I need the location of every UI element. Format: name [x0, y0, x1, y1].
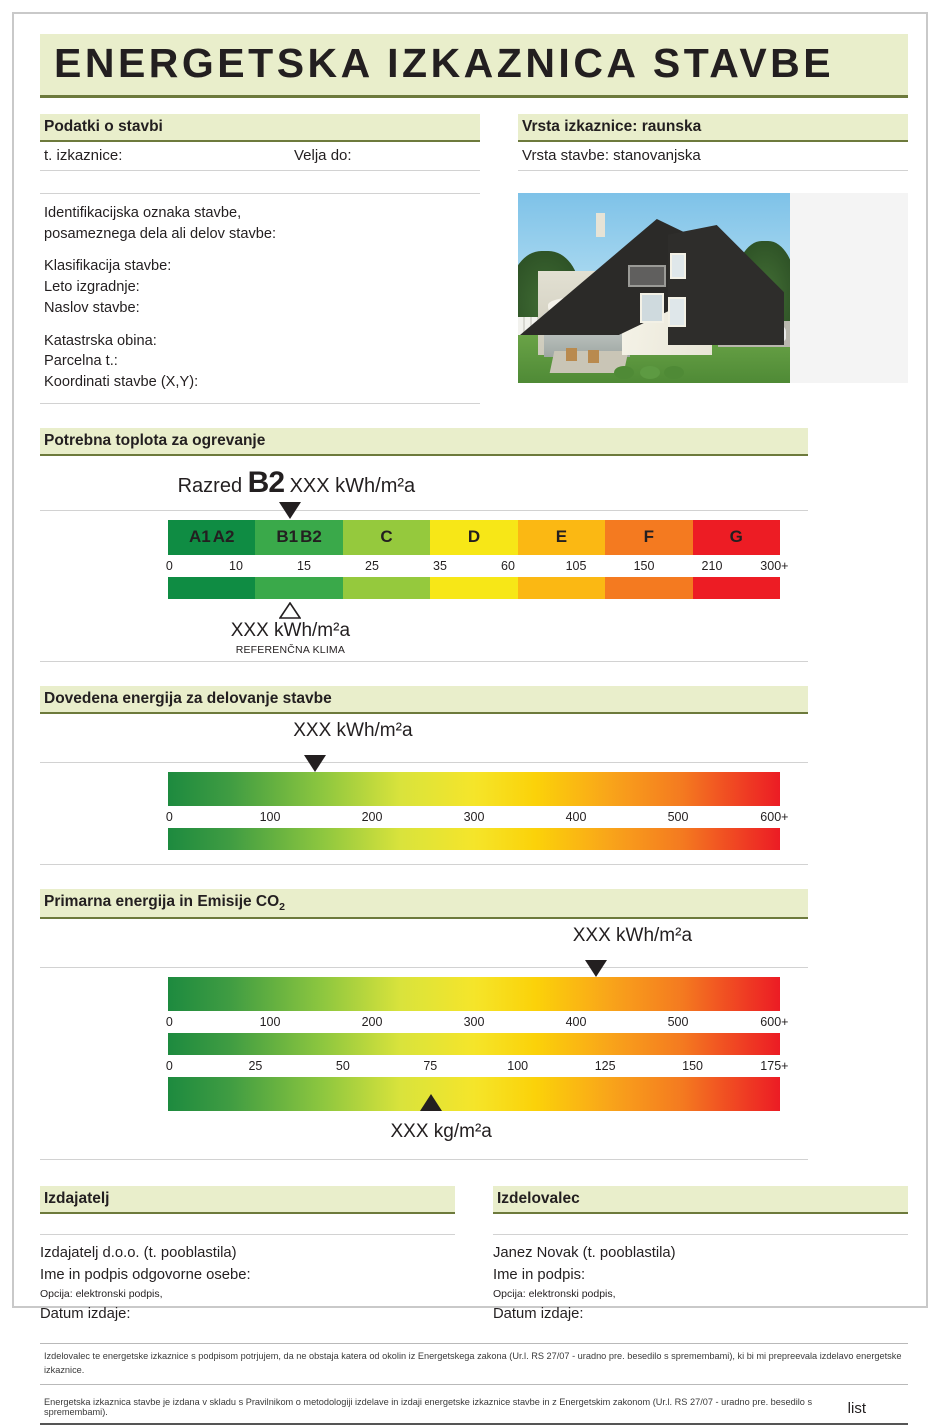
tick-label: 175+ [760, 1058, 789, 1073]
energy-class-label: A2 [212, 527, 235, 547]
chair-icon [588, 350, 599, 363]
energy-class-A1A2 [168, 577, 255, 599]
energy-class-E [518, 520, 605, 555]
building-type-row [518, 142, 908, 171]
classification-label: Klasifikacija stavbe: [44, 258, 172, 275]
energy-class-F [605, 520, 692, 555]
tick-label: 600+ [760, 809, 789, 824]
page-title: ENERGETSKA IZKAZNICA STAVBE [40, 34, 908, 98]
primary-energy-gradient-bar [168, 977, 780, 1011]
tick-label: 300 [463, 809, 485, 824]
energy-class-label: F [643, 527, 655, 547]
producer-name: Janez Novak (t. pooblastila) [493, 1244, 676, 1261]
address-label: Naslov stavbe: [44, 299, 140, 316]
heating-marker-icon [279, 502, 301, 519]
heating-class-row [178, 466, 416, 500]
issuer-body [40, 1234, 455, 1325]
balcony [628, 265, 666, 287]
co2-tick-labels [165, 1057, 789, 1076]
energy-class-D [430, 577, 517, 599]
parcel-label: Parcelna t.: [44, 353, 118, 370]
tick-label: 10 [229, 558, 243, 573]
heating-scale [40, 510, 808, 662]
house-photo [518, 193, 790, 383]
coordinates-label: Koordinati stavbe (X,Y): [44, 374, 199, 391]
tick-label: 125 [594, 1058, 616, 1073]
cert-number-label: t. izkaznice: [44, 147, 123, 165]
tick-label: 105 [565, 558, 587, 573]
delivered-energy-scale [40, 762, 808, 865]
tick-label: 75 [423, 1058, 438, 1073]
energy-class-label: B2 [300, 527, 322, 547]
identification-label-line2: posameznega dela ali delov stavbe: [44, 225, 277, 242]
energy-class-E [518, 577, 605, 599]
tick-label: 210 [701, 558, 723, 573]
parties-section [40, 1186, 908, 1325]
tick-label: 300 [463, 1014, 485, 1029]
legal-reference-row [40, 1393, 908, 1425]
tick-label: 300+ [760, 558, 789, 573]
energy-class-B1B2 [255, 520, 342, 555]
bush-icon [640, 366, 660, 379]
primary-energy-section [40, 889, 908, 1160]
year-built-label: Leto izgradnje: [44, 279, 140, 296]
cert-type-panel [518, 114, 908, 404]
energy-class-C [343, 577, 430, 599]
page-label: list [847, 1399, 866, 1417]
co2-marker-icon [420, 1094, 442, 1111]
energy-class-label: D [467, 527, 481, 547]
certificate-sheet [40, 34, 908, 1417]
energy-class-D [430, 520, 517, 555]
energy-class-F [605, 577, 692, 599]
tick-label: 0 [165, 809, 173, 824]
primary-energy-heading [40, 889, 808, 919]
producer-signature-label: Ime in podpis: [493, 1267, 586, 1284]
tick-label: 200 [361, 1014, 383, 1029]
cert-type-heading: Vrsta izkaznice: raunska [518, 114, 908, 142]
energy-class-label: C [380, 527, 393, 547]
bush-icon [664, 366, 684, 379]
energy-class-B1B2 [255, 577, 342, 599]
building-photo-frame [518, 193, 908, 383]
cert-number-row [40, 142, 480, 171]
energy-class-G [693, 577, 780, 599]
delivered-energy-value-label: XXX kWh/m²a [293, 719, 413, 741]
heating-class-value: B2 [247, 465, 285, 499]
primary-energy-value-label: XXX kWh/m²a [572, 924, 693, 946]
tick-label: 25 [365, 558, 379, 573]
delivered-energy-marker-icon [304, 755, 326, 772]
window [668, 297, 686, 327]
reference-climate-marker-icon [279, 602, 301, 619]
issuer-heading: Izdajatelj [40, 1186, 455, 1214]
delivered-energy-gradient-bar [168, 772, 780, 806]
tick-label: 600+ [760, 1014, 789, 1029]
heating-tick-labels [165, 557, 789, 576]
chimney [596, 213, 605, 237]
producer-panel [493, 1186, 908, 1325]
energy-class-A1A2 [168, 520, 255, 555]
heating-class-bar-lower [168, 577, 780, 599]
heating-class-bar [168, 520, 780, 555]
tick-label: 100 [259, 1014, 281, 1029]
primary-energy-scale [40, 967, 808, 1160]
issuer-option-note: Opcija: elektronski podpis, [40, 1288, 163, 1301]
reference-value-label: XXX kWh/m²a [230, 619, 351, 641]
tick-label: 25 [248, 1058, 263, 1073]
window [670, 253, 686, 279]
issuer-date-label: Datum izdaje: [40, 1306, 131, 1323]
energy-class-C [343, 520, 430, 555]
primary-energy-gradient-bar-lower [168, 1033, 780, 1055]
issuer-name: Izdajatelj d.o.o. (t. pooblastila) [40, 1244, 237, 1261]
delivered-energy-gradient-bar-lower [168, 828, 780, 850]
window [640, 293, 664, 323]
energy-class-label: B1 [276, 527, 299, 547]
tick-label: 500 [667, 809, 689, 824]
building-info-panel [40, 114, 480, 404]
bush-icon [614, 366, 634, 379]
building-info-heading: Podatki o stavbi [40, 114, 480, 142]
co2-gradient-bar [168, 1077, 780, 1111]
delivered-energy-section [40, 686, 908, 865]
tick-label: 400 [565, 809, 587, 824]
primary-energy-heading-text: Primarna energija in Emisije CO [44, 892, 280, 910]
co2-value-label: XXX kg/m²a [390, 1120, 492, 1142]
producer-date-label: Datum izdaje: [493, 1306, 584, 1323]
producer-body [493, 1234, 908, 1325]
reference-climate-caption: REFERENČNA KLIMA [235, 643, 346, 656]
heating-section [40, 428, 908, 662]
heating-heading: Potrebna toplota za ogrevanje [40, 428, 808, 456]
tick-label: 60 [501, 558, 515, 573]
tick-label: 150 [682, 1058, 703, 1073]
identification-label-line1: Identifikacijska oznaka stavbe, [44, 205, 242, 222]
tick-label: 500 [667, 1014, 689, 1029]
delivered-energy-heading: Dovedena energija za delovanje stavbe [40, 686, 808, 714]
tick-label: 0 [165, 1058, 173, 1073]
primary-energy-tick-labels [165, 1013, 789, 1032]
tick-label: 200 [361, 809, 383, 824]
tick-label: 400 [565, 1014, 587, 1029]
tick-label: 100 [507, 1058, 529, 1073]
energy-class-label: E [555, 527, 568, 547]
chair-icon [566, 348, 577, 361]
cadastral-label: Katastrska obina: [44, 332, 157, 349]
top-columns [40, 114, 908, 404]
tick-label: 0 [165, 558, 173, 573]
primary-energy-marker-icon [585, 960, 607, 977]
tick-label: 0 [165, 1014, 173, 1029]
tick-label: 35 [433, 558, 447, 573]
producer-option-note: Opcija: elektronski podpis, [493, 1288, 616, 1301]
issuer-panel [40, 1186, 455, 1325]
tick-label: 50 [335, 1058, 350, 1073]
heating-value-label: XXX kWh/m²a [289, 474, 416, 497]
producer-heading: Izdelovalec [493, 1186, 908, 1214]
energy-class-label: G [729, 527, 743, 547]
energy-class-G [693, 520, 780, 555]
tick-label: 100 [259, 809, 281, 824]
issuer-signature-label: Ime in podpis odgovorne osebe: [40, 1267, 251, 1284]
heating-class-prefix: Razred [177, 474, 243, 497]
tick-label: 150 [633, 558, 655, 573]
legal-reference: Energetska izkaznica stavbe je izdana v skladu s Pravilnikom o metodologiji izdelave in izdaji energetske izkaznice stavbe in z Energetskim zakonom (Ur.l. RS 27/07 - uradno pre. besedilo s spremembami). [44, 1396, 813, 1417]
tick-label: 15 [297, 558, 311, 573]
co2-subscript: 2 [279, 900, 286, 913]
delivered-energy-tick-labels [165, 808, 789, 827]
valid-until-label: Velja do: [294, 147, 352, 165]
building-type-label: Vrsta stavbe: stanovanjska [522, 147, 701, 165]
legal-statement: Izdelovalec te energetske izkaznice s podpisom potrjujem, da ne obstaja katera od okolin iz Energetskega zakona (Ur.l. RS 27/07 - uradno pre. besedilo s spremembami), ki bi mi prepreevala izdelavo energetske izkaznice. [40, 1343, 908, 1385]
building-details-block [40, 193, 480, 404]
energy-class-label: A1 [188, 527, 211, 547]
